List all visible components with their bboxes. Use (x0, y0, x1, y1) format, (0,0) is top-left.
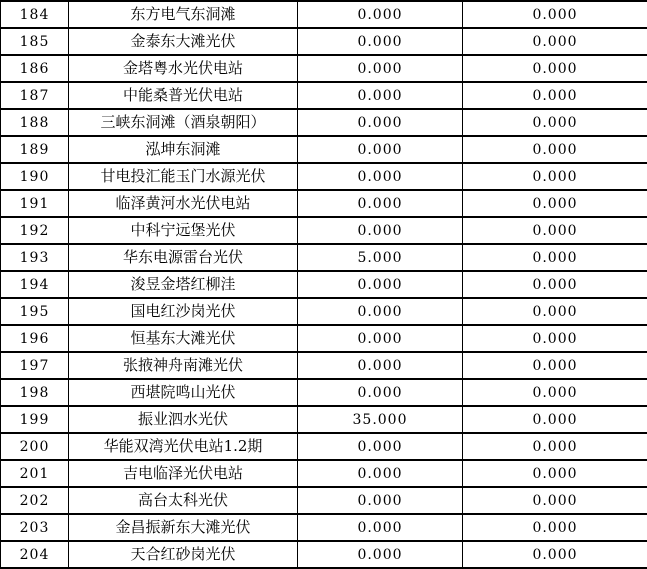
value-2-cell[interactable]: 0.000 (463, 109, 647, 136)
value-1-cell[interactable]: 0.000 (298, 325, 463, 352)
value-2-cell[interactable]: 0.000 (463, 244, 647, 271)
value-2-cell[interactable]: 0.000 (463, 325, 647, 352)
value-2-cell[interactable]: 0.000 (463, 487, 647, 514)
value-1-cell[interactable]: 0.000 (298, 271, 463, 298)
table-row (1, 163, 647, 190)
value-1-cell[interactable]: 0.000 (298, 541, 463, 568)
value-1-cell[interactable]: 0.000 (298, 1, 463, 28)
table-row (1, 514, 647, 541)
table-row (1, 433, 647, 460)
station-name-cell[interactable]: 中科宁远堡光伏 (69, 217, 298, 244)
value-2-cell[interactable]: 0.000 (463, 406, 647, 433)
value-2-cell[interactable]: 0.000 (463, 136, 647, 163)
value-2-cell[interactable]: 0.000 (463, 217, 647, 244)
value-1-cell[interactable]: 0.000 (298, 460, 463, 487)
value-1-cell[interactable]: 0.000 (298, 109, 463, 136)
station-name-cell[interactable]: 浚昱金塔红柳洼 (69, 271, 298, 298)
row-number-cell[interactable]: 192 (1, 217, 69, 244)
row-number-cell[interactable]: 188 (1, 109, 69, 136)
table-row (1, 487, 647, 514)
value-2-cell[interactable]: 0.000 (463, 379, 647, 406)
value-2-cell[interactable]: 0.000 (463, 190, 647, 217)
row-number-cell[interactable]: 202 (1, 487, 69, 514)
row-number-cell[interactable]: 191 (1, 190, 69, 217)
station-name-cell[interactable]: 吉电临泽光伏电站 (69, 460, 298, 487)
station-name-cell[interactable]: 泓坤东洞滩 (69, 136, 298, 163)
row-number-cell[interactable]: 190 (1, 163, 69, 190)
table-row (1, 217, 647, 244)
value-2-cell[interactable]: 0.000 (463, 433, 647, 460)
station-name-cell[interactable]: 金泰东大滩光伏 (69, 28, 298, 55)
table-row (1, 28, 647, 55)
table-row (1, 541, 647, 568)
value-2-cell[interactable]: 0.000 (463, 514, 647, 541)
value-1-cell[interactable]: 0.000 (298, 514, 463, 541)
station-name-cell[interactable]: 甘电投汇能玉门水源光伏 (69, 163, 298, 190)
row-number-cell[interactable]: 187 (1, 82, 69, 109)
station-name-cell[interactable]: 国电红沙岗光伏 (69, 298, 298, 325)
row-number-cell[interactable]: 195 (1, 298, 69, 325)
table-row (1, 136, 647, 163)
station-name-cell[interactable]: 天合红砂岗光伏 (69, 541, 298, 568)
station-name-cell[interactable]: 华东电源雷台光伏 (69, 244, 298, 271)
row-number-cell[interactable]: 199 (1, 406, 69, 433)
value-2-cell[interactable]: 0.000 (463, 55, 647, 82)
value-2-cell[interactable]: 0.000 (463, 82, 647, 109)
station-name-cell[interactable]: 张掖神舟南滩光伏 (69, 352, 298, 379)
table-row (1, 325, 647, 352)
row-number-cell[interactable]: 185 (1, 28, 69, 55)
table-row (1, 352, 647, 379)
value-1-cell[interactable]: 0.000 (298, 217, 463, 244)
row-number-cell[interactable]: 189 (1, 136, 69, 163)
value-2-cell[interactable]: 0.000 (463, 541, 647, 568)
value-2-cell[interactable]: 0.000 (463, 298, 647, 325)
row-number-cell[interactable]: 200 (1, 433, 69, 460)
station-name-cell[interactable]: 西堪院鸣山光伏 (69, 379, 298, 406)
station-name-cell[interactable]: 高台太科光伏 (69, 487, 298, 514)
station-name-cell[interactable]: 中能桑普光伏电站 (69, 82, 298, 109)
station-name-cell[interactable]: 振业泗水光伏 (69, 406, 298, 433)
row-number-cell[interactable]: 197 (1, 352, 69, 379)
value-2-cell[interactable]: 0.000 (463, 28, 647, 55)
row-number-cell[interactable]: 201 (1, 460, 69, 487)
value-1-cell[interactable]: 0.000 (298, 136, 463, 163)
station-name-cell[interactable]: 华能双湾光伏电站1.2期 (69, 433, 298, 460)
table-row (1, 1, 647, 28)
row-number-cell[interactable]: 194 (1, 271, 69, 298)
table-row (1, 379, 647, 406)
station-name-cell[interactable]: 临泽黄河水光伏电站 (69, 190, 298, 217)
table-row (1, 406, 647, 433)
value-1-cell[interactable]: 0.000 (298, 352, 463, 379)
value-1-cell[interactable]: 5.000 (298, 244, 463, 271)
table-row (1, 271, 647, 298)
value-1-cell[interactable]: 0.000 (298, 487, 463, 514)
table-row (1, 55, 647, 82)
table-row (1, 298, 647, 325)
row-number-cell[interactable]: 186 (1, 55, 69, 82)
station-name-cell[interactable]: 金塔粤水光伏电站 (69, 55, 298, 82)
value-1-cell[interactable]: 0.000 (298, 28, 463, 55)
stations-table-body (1, 1, 647, 568)
row-number-cell[interactable]: 204 (1, 541, 69, 568)
table-row (1, 460, 647, 487)
value-2-cell[interactable]: 0.000 (463, 460, 647, 487)
station-name-cell[interactable]: 东方电气东洞滩 (69, 1, 298, 28)
value-2-cell[interactable]: 0.000 (463, 352, 647, 379)
value-2-cell[interactable]: 0.000 (463, 163, 647, 190)
row-number-cell[interactable]: 203 (1, 514, 69, 541)
value-1-cell[interactable]: 0.000 (298, 379, 463, 406)
row-number-cell[interactable]: 184 (1, 1, 69, 28)
row-number-cell[interactable]: 193 (1, 244, 69, 271)
station-name-cell[interactable]: 金昌振新东大滩光伏 (69, 514, 298, 541)
row-number-cell[interactable]: 198 (1, 379, 69, 406)
table-row (1, 82, 647, 109)
value-1-cell[interactable]: 35.000 (298, 406, 463, 433)
table-row (1, 190, 647, 217)
station-name-cell[interactable]: 三峡东洞滩（酒泉朝阳） (69, 109, 298, 136)
value-1-cell[interactable]: 0.000 (298, 163, 463, 190)
row-number-cell[interactable]: 196 (1, 325, 69, 352)
table-row (1, 109, 647, 136)
value-1-cell[interactable]: 0.000 (298, 82, 463, 109)
value-1-cell[interactable]: 0.000 (298, 55, 463, 82)
value-2-cell[interactable]: 0.000 (463, 271, 647, 298)
value-1-cell[interactable]: 0.000 (298, 298, 463, 325)
value-2-cell[interactable]: 0.000 (463, 1, 647, 28)
station-name-cell[interactable]: 恒基东大滩光伏 (69, 325, 298, 352)
value-1-cell[interactable]: 0.000 (298, 433, 463, 460)
table-row (1, 244, 647, 271)
value-1-cell[interactable]: 0.000 (298, 190, 463, 217)
